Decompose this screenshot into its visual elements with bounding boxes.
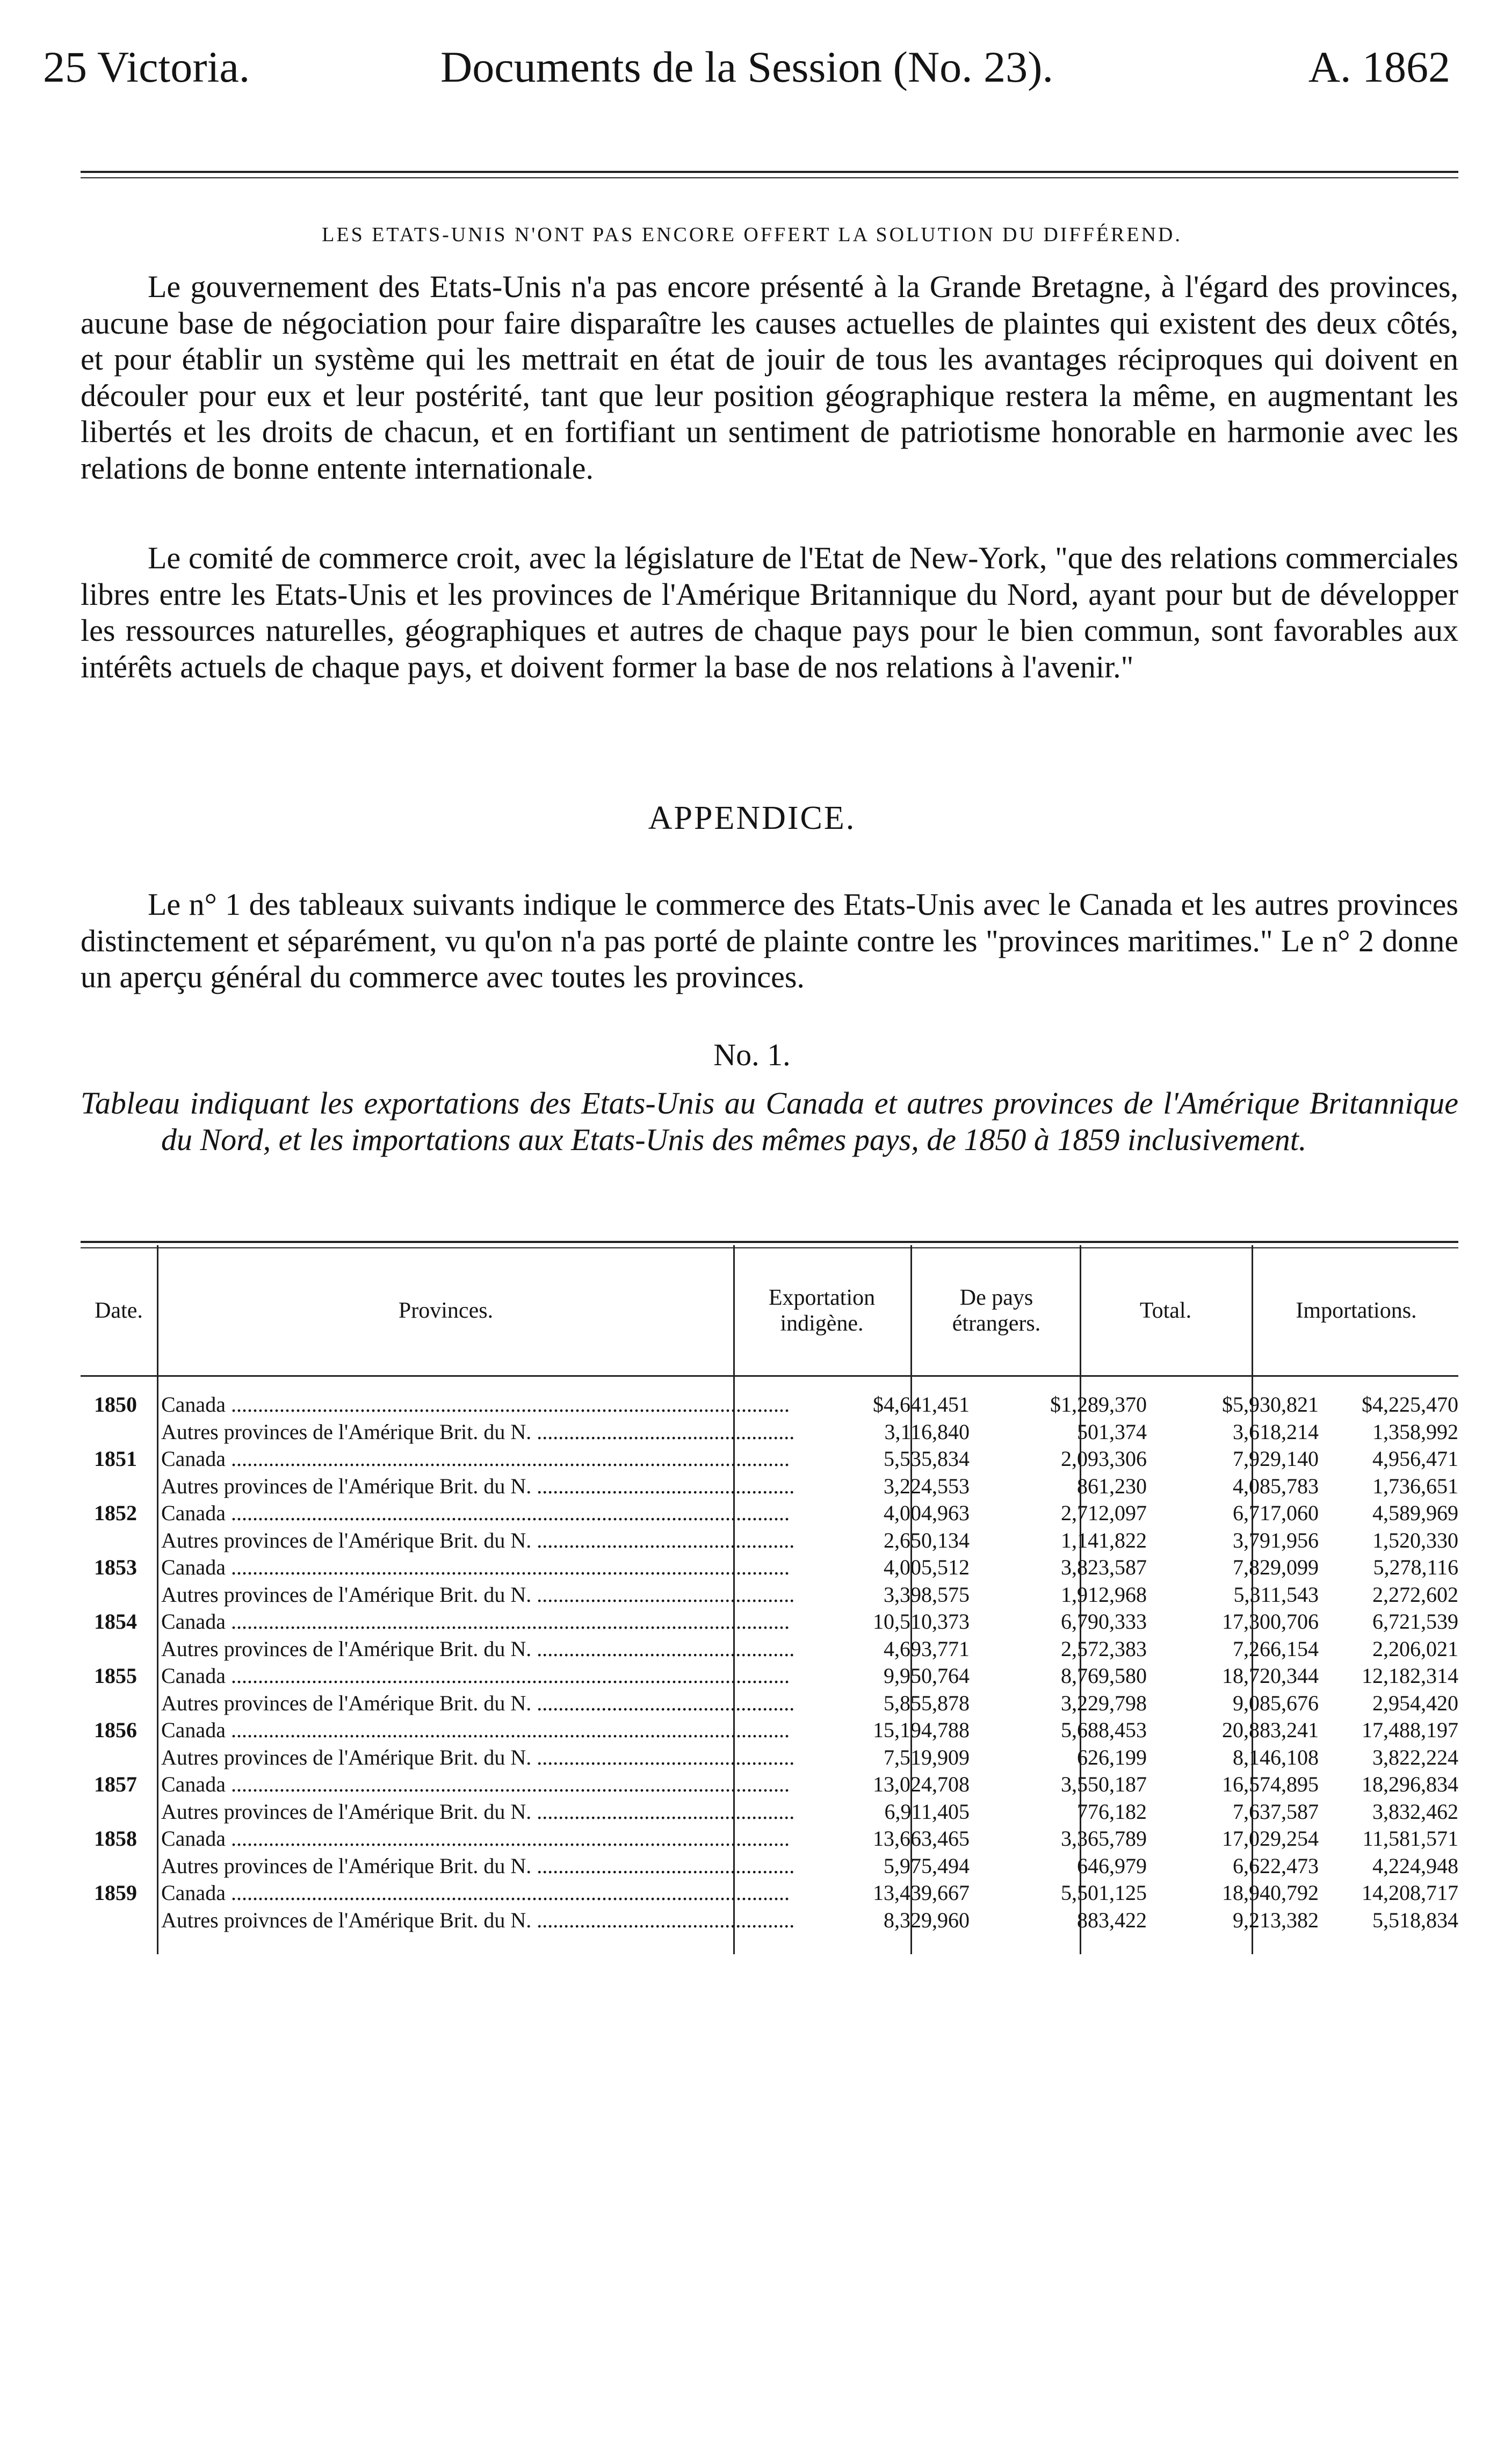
header-rule-thin — [81, 177, 1458, 178]
cell-importations: 6,721,539 — [1372, 1609, 1458, 1634]
cell-total: $5,930,821 — [1222, 1392, 1319, 1417]
cell-exportation: 3,116,840 — [884, 1419, 970, 1444]
cell-etrangers: 2,712,097 — [1061, 1501, 1147, 1525]
table-row — [81, 1581, 1458, 1609]
cell-province: Autres provinces de l'Amérique Brit. du N. ..... — [161, 1473, 795, 1500]
cell-total: 5,311,543 — [1233, 1582, 1319, 1607]
cell-total: 8,146,108 — [1233, 1745, 1319, 1769]
header-document-title: Documents de la Session (No. 23). — [440, 42, 1053, 91]
cell-etrangers: 1,912,968 — [1061, 1582, 1147, 1607]
cell-exportation: 13,439,667 — [873, 1881, 970, 1905]
cell-total: 4,085,783 — [1233, 1473, 1319, 1498]
cell-date: 1855 — [94, 1664, 137, 1688]
cell-province: Canada ..... — [161, 1500, 795, 1527]
cell-importations: 2,954,420 — [1372, 1690, 1458, 1715]
header-year: A. 1862 — [1308, 42, 1450, 91]
cell-etrangers: 501,374 — [1077, 1419, 1147, 1444]
cell-province: Canada ..... — [161, 1771, 795, 1798]
cell-importations: 18,296,834 — [1362, 1772, 1458, 1796]
header-importations: Importations. — [1296, 1298, 1417, 1323]
cell-importations: 5,518,834 — [1372, 1907, 1458, 1932]
cell-total: 9,213,382 — [1233, 1907, 1319, 1932]
cell-exportation: 4,693,771 — [884, 1636, 970, 1661]
cell-exportation: 9,950,764 — [884, 1664, 970, 1688]
cell-province: Canada ..... — [161, 1554, 795, 1581]
cell-province: Canada ..... — [161, 1608, 795, 1636]
cell-province: Autres provinces de l'Amérique Brit. du N. ..... — [161, 1419, 795, 1446]
cell-etrangers: 3,823,587 — [1061, 1555, 1147, 1579]
cell-etrangers: 626,199 — [1077, 1745, 1147, 1769]
cell-etrangers: 6,790,333 — [1061, 1609, 1147, 1634]
cell-importations: 17,488,197 — [1362, 1718, 1458, 1742]
cell-total: 7,637,587 — [1233, 1799, 1319, 1824]
cell-importations: $4,225,470 — [1362, 1392, 1458, 1417]
cell-importations: 1,520,330 — [1372, 1528, 1458, 1552]
cell-etrangers: 861,230 — [1077, 1473, 1147, 1498]
cell-total: 18,720,344 — [1222, 1664, 1319, 1688]
cell-total: 6,717,060 — [1233, 1501, 1319, 1525]
cell-exportation: 15,194,788 — [873, 1718, 970, 1742]
table-row — [81, 1690, 1458, 1717]
table-row — [81, 1500, 1458, 1527]
cell-date: 1857 — [94, 1772, 137, 1796]
table-row — [81, 1554, 1458, 1581]
cell-exportation: 10,510,373 — [873, 1609, 970, 1634]
cell-etrangers: 2,093,306 — [1061, 1447, 1147, 1471]
cell-etrangers: 5,501,125 — [1061, 1881, 1147, 1905]
table-row — [81, 1473, 1458, 1500]
cell-province: Autres provinces de l'Amérique Brit. du N. ..... — [161, 1527, 795, 1555]
table-row — [81, 1527, 1458, 1555]
cell-importations: 11,581,571 — [1362, 1826, 1458, 1851]
table-row — [81, 1446, 1458, 1473]
cell-importations: 1,736,651 — [1372, 1473, 1458, 1498]
table-row — [81, 1608, 1458, 1636]
table-row — [81, 1663, 1458, 1690]
cell-exportation: 3,224,553 — [884, 1473, 970, 1498]
cell-importations: 4,224,948 — [1372, 1853, 1458, 1878]
cell-total: 6,622,473 — [1233, 1853, 1319, 1878]
cell-importations: 14,208,717 — [1362, 1881, 1458, 1905]
table-row — [81, 1853, 1458, 1880]
cell-date: 1853 — [94, 1555, 137, 1579]
cell-importations: 5,278,116 — [1373, 1555, 1458, 1579]
cell-etrangers: 776,182 — [1077, 1799, 1147, 1824]
cell-total: 7,266,154 — [1233, 1636, 1319, 1661]
table-top-rule — [81, 1241, 1458, 1243]
cell-exportation: 5,855,878 — [884, 1690, 970, 1715]
cell-importations: 3,832,462 — [1372, 1799, 1458, 1824]
table-row — [81, 1717, 1458, 1744]
paragraph-3: Le n° 1 des tableaux suivants indique le commerce des Etats-Unis avec le Canada et les autres provinces distinctement et séparément, vu qu'on n'a pas porté de plainte contre les "provinces maritimes." Le n° 2 donne un aperçu général du commerce avec toutes les provinces. — [81, 887, 1458, 994]
cell-total: 20,883,241 — [1222, 1718, 1319, 1742]
cell-exportation: 13,663,465 — [873, 1826, 970, 1851]
cell-exportation: 6,911,405 — [884, 1799, 970, 1824]
table-row — [81, 1798, 1458, 1826]
cell-province: Canada ..... — [161, 1446, 795, 1473]
cell-importations: 2,206,021 — [1372, 1636, 1458, 1661]
cell-total: 3,618,214 — [1233, 1419, 1319, 1444]
cell-etrangers: 5,688,453 — [1061, 1718, 1147, 1742]
cell-province: Autres provinces de l'Amérique Brit. du N. ..... — [161, 1690, 795, 1717]
running-header — [43, 42, 1450, 112]
header-rule — [81, 171, 1458, 173]
cell-importations: 4,589,969 — [1372, 1501, 1458, 1525]
cell-date: 1856 — [94, 1718, 137, 1742]
table-row — [81, 1771, 1458, 1798]
cell-exportation: 5,535,834 — [884, 1447, 970, 1471]
cell-province: Autres provinces de l'Amérique Brit. du N. ..... — [161, 1798, 795, 1826]
cell-exportation: $4,641,451 — [873, 1392, 970, 1417]
section-title: LES ETATS-UNIS N'ONT PAS ENCORE OFFERT LA SOLUTION DU DIFFÉREND. — [322, 223, 1182, 246]
table-row — [81, 1636, 1458, 1663]
table-row — [81, 1419, 1458, 1446]
cell-province: Autres provinces de l'Amérique Brit. du N. ..... — [161, 1636, 795, 1663]
cell-total: 16,574,895 — [1222, 1772, 1319, 1796]
cell-etrangers: 3,550,187 — [1061, 1772, 1147, 1796]
table-caption: Tableau indiquant les exportations des Etats-Unis au Canada et autres provinces de l'Amérique Britannique du Nord, et les importations aux Etats-Unis des mêmes pays, de 1850 à 1859 inclusivement. — [81, 1086, 1458, 1157]
cell-date: 1851 — [94, 1447, 137, 1471]
cell-etrangers: 1,141,822 — [1061, 1528, 1147, 1552]
cell-importations: 3,822,224 — [1372, 1745, 1458, 1769]
cell-total: 7,829,099 — [1233, 1555, 1319, 1579]
cell-exportation: 3,398,575 — [884, 1582, 970, 1607]
cell-date: 1852 — [94, 1501, 137, 1525]
table-row — [81, 1907, 1458, 1934]
cell-etrangers: 3,229,798 — [1061, 1690, 1147, 1715]
cell-etrangers: 8,769,580 — [1061, 1664, 1147, 1688]
cell-total: 17,029,254 — [1222, 1826, 1319, 1851]
table-row — [81, 1744, 1458, 1772]
header-exportation: Exportation indigène. — [768, 1285, 876, 1336]
cell-date: 1850 — [94, 1392, 137, 1417]
cell-exportation: 2,650,134 — [884, 1528, 970, 1552]
cell-exportation: 5,975,494 — [884, 1853, 970, 1878]
cell-total: 18,940,792 — [1222, 1881, 1319, 1905]
cell-total: 17,300,706 — [1222, 1609, 1319, 1634]
cell-province: Autres provinces de l'Amérique Brit. du N. ..... — [161, 1581, 795, 1609]
cell-etrangers: 646,979 — [1077, 1853, 1147, 1878]
cell-etrangers: 3,365,789 — [1061, 1826, 1147, 1851]
cell-exportation: 8,329,960 — [884, 1907, 970, 1932]
cell-exportation: 13,024,708 — [873, 1772, 970, 1796]
paragraph-2: Le comité de commerce croit, avec la législature de l'Etat de New-York, "que des relations commerciales libres entre les Etats-Unis et les provinces de l'Amérique Britannique du Nord, ayant pour but de développer les ressources naturelles, géographiques et autres de chaque pays pour le bien commun, sont favorables aux intérêts actuels de chaque pays, et doivent former la base de nos relations à l'avenir." — [81, 540, 1458, 684]
cell-province: Canada ..... — [161, 1663, 795, 1690]
header-etrangers: De pays étrangers. — [952, 1285, 1041, 1336]
cell-etrangers: 2,572,383 — [1061, 1636, 1147, 1661]
header-date: Date. — [95, 1298, 143, 1323]
table-row — [81, 1391, 1458, 1419]
header-total: Total. — [1139, 1298, 1192, 1323]
table-row — [81, 1825, 1458, 1853]
cell-importations: 4,956,471 — [1372, 1447, 1458, 1471]
cell-province: Autres proivnces de l'Amérique Brit. du N. ..... — [161, 1907, 795, 1934]
cell-exportation: 7,519,909 — [884, 1745, 970, 1769]
cell-importations: 1,358,992 — [1372, 1419, 1458, 1444]
table-row — [81, 1880, 1458, 1907]
cell-province: Autres provinces de l'Amérique Brit. du N. ..... — [161, 1853, 795, 1880]
cell-province: Canada ..... — [161, 1717, 795, 1744]
cell-exportation: 4,004,963 — [884, 1501, 970, 1525]
cell-province: Canada ..... — [161, 1880, 795, 1907]
cell-total: 9,085,676 — [1233, 1690, 1319, 1715]
cell-total: 3,791,956 — [1233, 1528, 1319, 1552]
cell-total: 7,929,140 — [1233, 1447, 1319, 1471]
header-provinces: Provinces. — [398, 1298, 494, 1323]
cell-province: Canada ..... — [161, 1391, 795, 1419]
appendix-title: APPENDICE. — [648, 800, 856, 836]
cell-importations: 12,182,314 — [1362, 1664, 1458, 1688]
cell-importations: 2,272,602 — [1372, 1582, 1458, 1607]
cell-date: 1858 — [94, 1826, 137, 1851]
cell-etrangers: $1,289,370 — [1050, 1392, 1147, 1417]
cell-etrangers: 883,422 — [1077, 1907, 1147, 1932]
header-session: 25 Victoria. — [43, 42, 250, 91]
table-number: No. 1. — [713, 1037, 791, 1072]
cell-province: Canada ..... — [161, 1825, 795, 1853]
cell-date: 1859 — [94, 1881, 137, 1905]
cell-province: Autres provinces de l'Amérique Brit. du N. ..... — [161, 1744, 795, 1772]
cell-date: 1854 — [94, 1609, 137, 1634]
paragraph-1: Le gouvernement des Etats-Unis n'a pas encore présenté à la Grande Bretagne, à l'égard des provinces, aucune base de négociation pour faire disparaître les causes actuelles de plaintes qui existent des deux côtés, et pour établir un système qui les mettrait en état de jouir de tous les avantages réciproques qui doivent en découler pour eux et leur postérité, tant que leur position géographique restera la même, en augmentant les libertés et les droits de chacun, et en fortifiant un sentiment de patriotisme honorable en harmonie avec les relations de bonne entente internationale. — [81, 269, 1458, 486]
cell-exportation: 4,005,512 — [884, 1555, 970, 1579]
